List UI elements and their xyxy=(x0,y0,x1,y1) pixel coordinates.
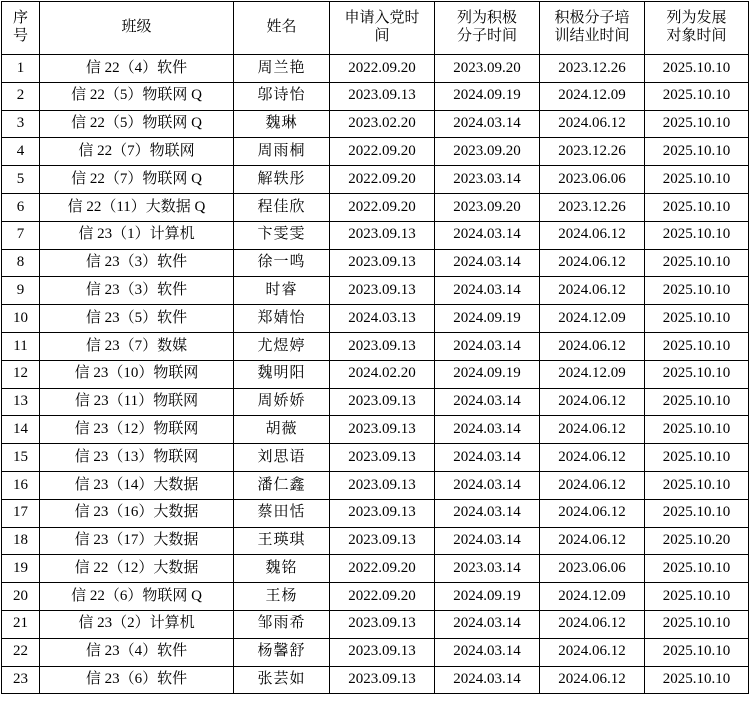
cell-training-date: 2023.12.26 xyxy=(540,193,645,221)
cell-develop-date: 2025.10.10 xyxy=(645,332,749,360)
cell-develop-date: 2025.10.10 xyxy=(645,583,749,611)
table-row xyxy=(2,416,749,444)
table-row xyxy=(2,305,749,333)
column-header-active-date xyxy=(435,2,540,55)
cell-develop-date: 2025.10.10 xyxy=(645,444,749,472)
cell-apply-date: 2023.09.13 xyxy=(330,82,435,110)
cell-training-date: 2024.12.09 xyxy=(540,583,645,611)
cell-training-date: 2024.06.12 xyxy=(540,471,645,499)
cell-active-date: 2024.03.14 xyxy=(435,249,540,277)
cell-develop-date: 2025.10.10 xyxy=(645,388,749,416)
table-row xyxy=(2,82,749,110)
cell-index: 20 xyxy=(2,583,40,611)
cell-class: 信 22（4）软件 xyxy=(40,55,234,83)
cell-apply-date: 2022.09.20 xyxy=(330,166,435,194)
table-row xyxy=(2,277,749,305)
cell-index: 4 xyxy=(2,138,40,166)
cell-class: 信 22（11）大数据 Q xyxy=(40,193,234,221)
cell-name: 卞雯雯 xyxy=(234,221,330,249)
column-header-active-date-line-2: 分子时间 xyxy=(456,28,517,44)
cell-develop-date: 2025.10.10 xyxy=(645,55,749,83)
cell-class: 信 22（5）物联网 Q xyxy=(40,110,234,138)
cell-develop-date: 2025.10.10 xyxy=(645,277,749,305)
cell-index: 8 xyxy=(2,249,40,277)
cell-class: 信 23（10）物联网 xyxy=(40,360,234,388)
cell-apply-date: 2023.09.13 xyxy=(330,638,435,666)
column-header-apply-date xyxy=(330,2,435,55)
cell-class: 信 22（12）大数据 xyxy=(40,555,234,583)
column-header-index-line-1: 序 xyxy=(12,10,28,27)
cell-active-date: 2024.03.14 xyxy=(435,471,540,499)
cell-training-date: 2024.06.12 xyxy=(540,332,645,360)
cell-apply-date: 2024.02.20 xyxy=(330,360,435,388)
cell-active-date: 2024.09.19 xyxy=(435,305,540,333)
cell-training-date: 2024.12.09 xyxy=(540,305,645,333)
cell-class: 信 23（13）物联网 xyxy=(40,444,234,472)
table-body xyxy=(2,55,749,694)
cell-name: 张芸如 xyxy=(234,666,330,694)
table-row xyxy=(2,610,749,638)
cell-index: 23 xyxy=(2,666,40,694)
cell-name: 周娇娇 xyxy=(234,388,330,416)
cell-develop-date: 2025.10.10 xyxy=(645,249,749,277)
cell-index: 19 xyxy=(2,555,40,583)
cell-develop-date: 2025.10.10 xyxy=(645,221,749,249)
cell-training-date: 2024.06.12 xyxy=(540,249,645,277)
cell-develop-date: 2025.10.10 xyxy=(645,555,749,583)
cell-index: 5 xyxy=(2,166,40,194)
cell-index: 21 xyxy=(2,610,40,638)
cell-class: 信 23（3）软件 xyxy=(40,249,234,277)
cell-name: 刘思语 xyxy=(234,444,330,472)
cell-develop-date: 2025.10.10 xyxy=(645,610,749,638)
table-row xyxy=(2,166,749,194)
cell-develop-date: 2025.10.10 xyxy=(645,305,749,333)
column-header-index-line-2: 号 xyxy=(12,28,28,44)
cell-apply-date: 2022.09.20 xyxy=(330,55,435,83)
cell-class: 信 23（5）软件 xyxy=(40,305,234,333)
cell-index: 11 xyxy=(2,332,40,360)
cell-index: 15 xyxy=(2,444,40,472)
table-row xyxy=(2,444,749,472)
cell-apply-date: 2024.03.13 xyxy=(330,305,435,333)
table-row xyxy=(2,527,749,555)
cell-class: 信 22（7）物联网 xyxy=(40,138,234,166)
table-header-row xyxy=(2,2,749,55)
cell-apply-date: 2022.09.20 xyxy=(330,555,435,583)
cell-class: 信 22（7）物联网 Q xyxy=(40,166,234,194)
cell-active-date: 2023.09.20 xyxy=(435,55,540,83)
cell-name: 程佳欣 xyxy=(234,193,330,221)
table-row xyxy=(2,666,749,694)
cell-name: 邹雨希 xyxy=(234,610,330,638)
cell-name: 尤煜婷 xyxy=(234,332,330,360)
cell-index: 14 xyxy=(2,416,40,444)
cell-develop-date: 2025.10.10 xyxy=(645,166,749,194)
cell-training-date: 2024.06.12 xyxy=(540,110,645,138)
cell-class: 信 23（6）软件 xyxy=(40,666,234,694)
cell-apply-date: 2023.09.13 xyxy=(330,416,435,444)
cell-training-date: 2024.06.12 xyxy=(540,277,645,305)
cell-active-date: 2024.03.14 xyxy=(435,666,540,694)
cell-active-date: 2024.03.14 xyxy=(435,277,540,305)
column-header-apply-date-line-1: 申请入党时 xyxy=(344,10,420,27)
cell-apply-date: 2023.09.13 xyxy=(330,388,435,416)
column-header-develop-date xyxy=(645,2,749,55)
cell-training-date: 2023.06.06 xyxy=(540,166,645,194)
cell-name: 魏明阳 xyxy=(234,360,330,388)
cell-training-date: 2024.06.12 xyxy=(540,666,645,694)
table-row xyxy=(2,193,749,221)
cell-develop-date: 2025.10.10 xyxy=(645,666,749,694)
table-row xyxy=(2,555,749,583)
cell-name: 郑婧怡 xyxy=(234,305,330,333)
cell-develop-date: 2025.10.10 xyxy=(645,499,749,527)
cell-apply-date: 2022.09.20 xyxy=(330,193,435,221)
cell-index: 10 xyxy=(2,305,40,333)
cell-class: 信 23（7）数媒 xyxy=(40,332,234,360)
cell-training-date: 2024.06.12 xyxy=(540,388,645,416)
cell-develop-date: 2025.10.10 xyxy=(645,110,749,138)
cell-training-date: 2024.12.09 xyxy=(540,82,645,110)
cell-apply-date: 2023.09.13 xyxy=(330,527,435,555)
cell-index: 2 xyxy=(2,82,40,110)
cell-active-date: 2024.03.14 xyxy=(435,221,540,249)
cell-develop-date: 2025.10.20 xyxy=(645,527,749,555)
cell-class: 信 23（16）大数据 xyxy=(40,499,234,527)
cell-training-date: 2024.06.12 xyxy=(540,221,645,249)
cell-develop-date: 2025.10.10 xyxy=(645,82,749,110)
table-row xyxy=(2,55,749,83)
table-row xyxy=(2,249,749,277)
table-row xyxy=(2,388,749,416)
cell-active-date: 2024.09.19 xyxy=(435,583,540,611)
cell-active-date: 2024.03.14 xyxy=(435,499,540,527)
cell-active-date: 2024.03.14 xyxy=(435,416,540,444)
column-header-index xyxy=(2,2,40,55)
cell-develop-date: 2025.10.10 xyxy=(645,193,749,221)
table-row xyxy=(2,471,749,499)
cell-class: 信 22（5）物联网 Q xyxy=(40,82,234,110)
cell-training-date: 2023.12.26 xyxy=(540,55,645,83)
cell-class: 信 23（4）软件 xyxy=(40,638,234,666)
cell-active-date: 2023.03.14 xyxy=(435,166,540,194)
cell-name: 蔡田恬 xyxy=(234,499,330,527)
cell-index: 16 xyxy=(2,471,40,499)
cell-training-date: 2024.06.12 xyxy=(540,638,645,666)
table-row xyxy=(2,638,749,666)
cell-apply-date: 2023.09.13 xyxy=(330,499,435,527)
cell-active-date: 2024.09.19 xyxy=(435,82,540,110)
cell-class: 信 23（17）大数据 xyxy=(40,527,234,555)
cell-index: 1 xyxy=(2,55,40,83)
cell-name: 魏琳 xyxy=(234,110,330,138)
column-header-training-date xyxy=(540,2,645,55)
cell-training-date: 2024.06.12 xyxy=(540,527,645,555)
column-header-develop-date-line-2: 对象时间 xyxy=(666,28,727,44)
column-header-class-line-1: 班级 xyxy=(121,19,152,36)
cell-class: 信 23（1）计算机 xyxy=(40,221,234,249)
column-header-name xyxy=(234,2,330,55)
cell-name: 邬诗怡 xyxy=(234,82,330,110)
cell-apply-date: 2023.09.13 xyxy=(330,444,435,472)
cell-name: 王瑛琪 xyxy=(234,527,330,555)
cell-name: 徐一鸣 xyxy=(234,249,330,277)
cell-active-date: 2024.03.14 xyxy=(435,444,540,472)
cell-apply-date: 2023.09.13 xyxy=(330,610,435,638)
cell-active-date: 2024.03.14 xyxy=(435,527,540,555)
cell-apply-date: 2023.09.13 xyxy=(330,221,435,249)
cell-active-date: 2023.09.20 xyxy=(435,193,540,221)
column-header-class xyxy=(40,2,234,55)
cell-develop-date: 2025.10.10 xyxy=(645,360,749,388)
table-row xyxy=(2,583,749,611)
cell-name: 周兰艳 xyxy=(234,55,330,83)
column-header-develop-date-line-1: 列为发展 xyxy=(666,10,727,27)
cell-training-date: 2023.06.06 xyxy=(540,555,645,583)
cell-class: 信 23（12）物联网 xyxy=(40,416,234,444)
cell-apply-date: 2023.09.13 xyxy=(330,666,435,694)
cell-training-date: 2024.06.12 xyxy=(540,444,645,472)
cell-index: 7 xyxy=(2,221,40,249)
cell-index: 9 xyxy=(2,277,40,305)
table-row xyxy=(2,360,749,388)
cell-training-date: 2024.12.09 xyxy=(540,360,645,388)
cell-name: 魏铭 xyxy=(234,555,330,583)
cell-training-date: 2024.06.12 xyxy=(540,416,645,444)
table-row xyxy=(2,221,749,249)
cell-active-date: 2024.03.14 xyxy=(435,332,540,360)
cell-develop-date: 2025.10.10 xyxy=(645,471,749,499)
cell-name: 潘仁鑫 xyxy=(234,471,330,499)
table-row xyxy=(2,332,749,360)
cell-class: 信 23（14）大数据 xyxy=(40,471,234,499)
cell-class: 信 23（3）软件 xyxy=(40,277,234,305)
cell-class: 信 23（2）计算机 xyxy=(40,610,234,638)
cell-apply-date: 2023.09.13 xyxy=(330,277,435,305)
cell-apply-date: 2023.09.13 xyxy=(330,249,435,277)
cell-name: 解轶彤 xyxy=(234,166,330,194)
cell-index: 6 xyxy=(2,193,40,221)
cell-active-date: 2024.03.14 xyxy=(435,610,540,638)
cell-active-date: 2024.03.14 xyxy=(435,638,540,666)
cell-develop-date: 2025.10.10 xyxy=(645,416,749,444)
column-header-training-date-line-1: 积极分子培 xyxy=(554,10,630,27)
cell-apply-date: 2023.09.13 xyxy=(330,332,435,360)
cell-active-date: 2023.09.20 xyxy=(435,138,540,166)
table-row xyxy=(2,138,749,166)
cell-index: 13 xyxy=(2,388,40,416)
cell-name: 时睿 xyxy=(234,277,330,305)
cell-active-date: 2023.03.14 xyxy=(435,555,540,583)
cell-active-date: 2024.03.14 xyxy=(435,388,540,416)
cell-apply-date: 2023.02.20 xyxy=(330,110,435,138)
cell-develop-date: 2025.10.10 xyxy=(645,138,749,166)
cell-apply-date: 2022.09.20 xyxy=(330,138,435,166)
cell-class: 信 23（11）物联网 xyxy=(40,388,234,416)
table-row xyxy=(2,110,749,138)
cell-active-date: 2024.03.14 xyxy=(435,110,540,138)
cell-class: 信 22（6）物联网 Q xyxy=(40,583,234,611)
cell-training-date: 2024.06.12 xyxy=(540,610,645,638)
cell-develop-date: 2025.10.10 xyxy=(645,638,749,666)
cell-index: 12 xyxy=(2,360,40,388)
cell-name: 王杨 xyxy=(234,583,330,611)
table-row xyxy=(2,499,749,527)
cell-training-date: 2023.12.26 xyxy=(540,138,645,166)
cell-index: 18 xyxy=(2,527,40,555)
table-header xyxy=(2,2,749,55)
cell-name: 胡薇 xyxy=(234,416,330,444)
cell-apply-date: 2023.09.13 xyxy=(330,471,435,499)
cell-apply-date: 2022.09.20 xyxy=(330,583,435,611)
cell-active-date: 2024.09.19 xyxy=(435,360,540,388)
party-member-progress-table xyxy=(1,1,749,694)
cell-training-date: 2024.06.12 xyxy=(540,499,645,527)
cell-index: 22 xyxy=(2,638,40,666)
cell-index: 3 xyxy=(2,110,40,138)
cell-name: 周雨桐 xyxy=(234,138,330,166)
column-header-apply-date-line-2: 间 xyxy=(374,28,390,44)
cell-index: 17 xyxy=(2,499,40,527)
column-header-name-line-1: 姓名 xyxy=(266,19,297,36)
column-header-active-date-line-1: 列为积极 xyxy=(456,10,517,27)
column-header-training-date-line-2: 训结业时间 xyxy=(554,28,630,44)
cell-name: 杨馨舒 xyxy=(234,638,330,666)
